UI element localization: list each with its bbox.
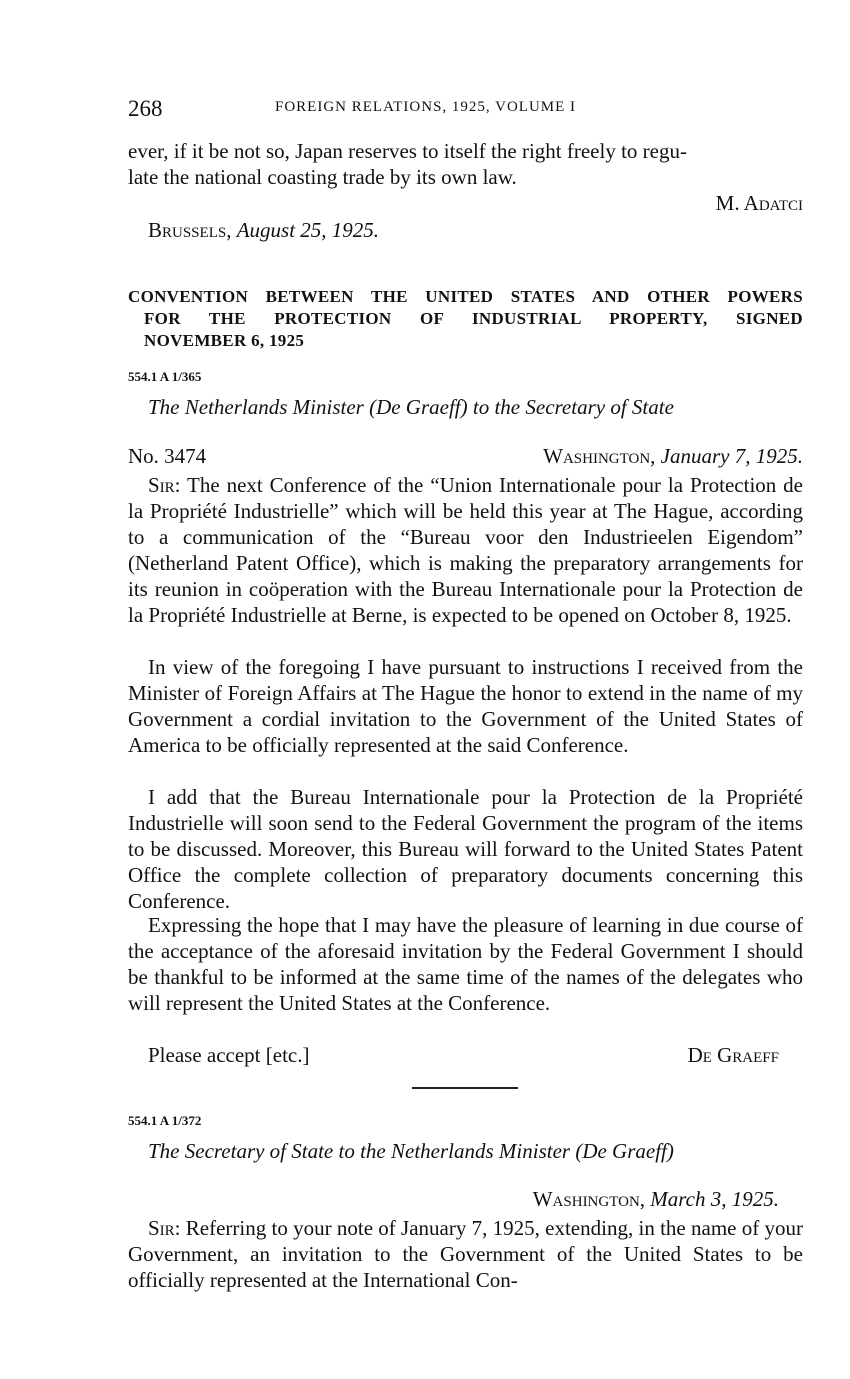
title-1-part-c: to the Secretary of State — [472, 395, 674, 419]
convention-heading-line-2: FOR THE PROTECTION OF INDUSTRIAL PROPERTY, SIGNED — [144, 309, 803, 328]
dateline-date: March 3, 1925. — [650, 1187, 779, 1211]
section-divider — [412, 1087, 518, 1089]
file-number-2: 554.1 A 1/372 — [128, 1113, 202, 1128]
file-number-1: 554.1 A 1/365 — [128, 369, 202, 384]
paragraph-3: I add that the Bureau Internationale pour la Protection de la Propriété Industrielle will soon send to the Federal Government the program of the items to be discussed. Moreover, this Bureau will forward to the United States Patent Office the complete collection of preparatory documents concerning this Conference. — [128, 785, 803, 913]
salutation: Sir: — [148, 1216, 181, 1240]
dateline-washington-1 — [543, 443, 803, 469]
running-head-title: FOREIGN RELATIONS, 1925, VOLUME I — [275, 99, 577, 115]
document-title-2 — [148, 1138, 674, 1164]
document-number: No. 3474 — [128, 444, 207, 468]
paragraph-reply-1-text: Referring to your note of January 7, 1925, extending, in the name of your Government, an invitation to the Government of the United States to be officially represented at the International Con- — [128, 1216, 803, 1292]
running-head — [128, 96, 803, 122]
dateline-place: Brussels, — [148, 218, 232, 242]
page-number: 268 — [128, 96, 163, 121]
title-1-part-b: (De Graeff) — [369, 395, 468, 419]
signature-adatci: M. Adatci — [715, 191, 803, 215]
title-2-part-a: The Secretary of State to the Netherlands Minister — [148, 1139, 571, 1163]
dateline-place: Washington, — [543, 444, 656, 468]
paragraph-reply-1 — [128, 1215, 803, 1293]
convention-heading-line-3: NOVEMBER 6, 1925 — [144, 331, 305, 350]
paragraph-1-text: The next Conference of the “Union Internationale pour la Protection de la Propriété Industrielle” which will be held this year at The Hague, according to a communication of the “Bureau voor den Industrieelen Eigendom” (Netherland Patent Office), which is making the preparatory arrangements for its reunion in coöperation with the Bureau Internationale pour la Protection de la Propriété Industrielle at Berne, is expected to be opened on October 8, 1925. — [128, 473, 803, 627]
convention-heading-line-1: CONVENTION BETWEEN THE UNITED STATES AND OTHER POWERS — [128, 287, 803, 306]
continuation-line-2: late the national coasting trade by its own law. — [128, 165, 517, 189]
salutation: Sir: — [148, 473, 181, 497]
closing: Please accept [etc.] — [148, 1043, 310, 1067]
signature-de-graeff: De Graeff — [687, 1043, 779, 1067]
document-title-1 — [148, 394, 674, 420]
paragraph-2: In view of the foregoing I have pursuant to instructions I received from the Minister of Foreign Affairs at The Hague the honor to extend in the name of my Government a cordial invitation to the Government of the United States of America to be officially represented at the said Conference. — [128, 655, 803, 757]
dateline-washington-2 — [533, 1186, 779, 1212]
dateline-date: January 7, 1925. — [660, 444, 803, 468]
continuation-line-1: ever, if it be not so, Japan reserves to itself the right freely to regu- — [128, 139, 687, 163]
paragraph-4: Expressing the hope that I may have the pleasure of learning in due course of the acceptance of the aforesaid invitation by the Federal Government I should be thankful to be informed at the same time of the names of the delegates who will represent the United States at the Conference. — [128, 913, 803, 1015]
title-2-part-b: (De Graeff) — [575, 1139, 674, 1163]
paragraph-1 — [128, 472, 803, 628]
dateline-date: August 25, 1925. — [236, 218, 380, 242]
title-1-part-a: The Netherlands Minister — [148, 395, 364, 419]
dateline-place: Washington, — [532, 1187, 646, 1211]
dateline-brussels — [148, 217, 379, 243]
